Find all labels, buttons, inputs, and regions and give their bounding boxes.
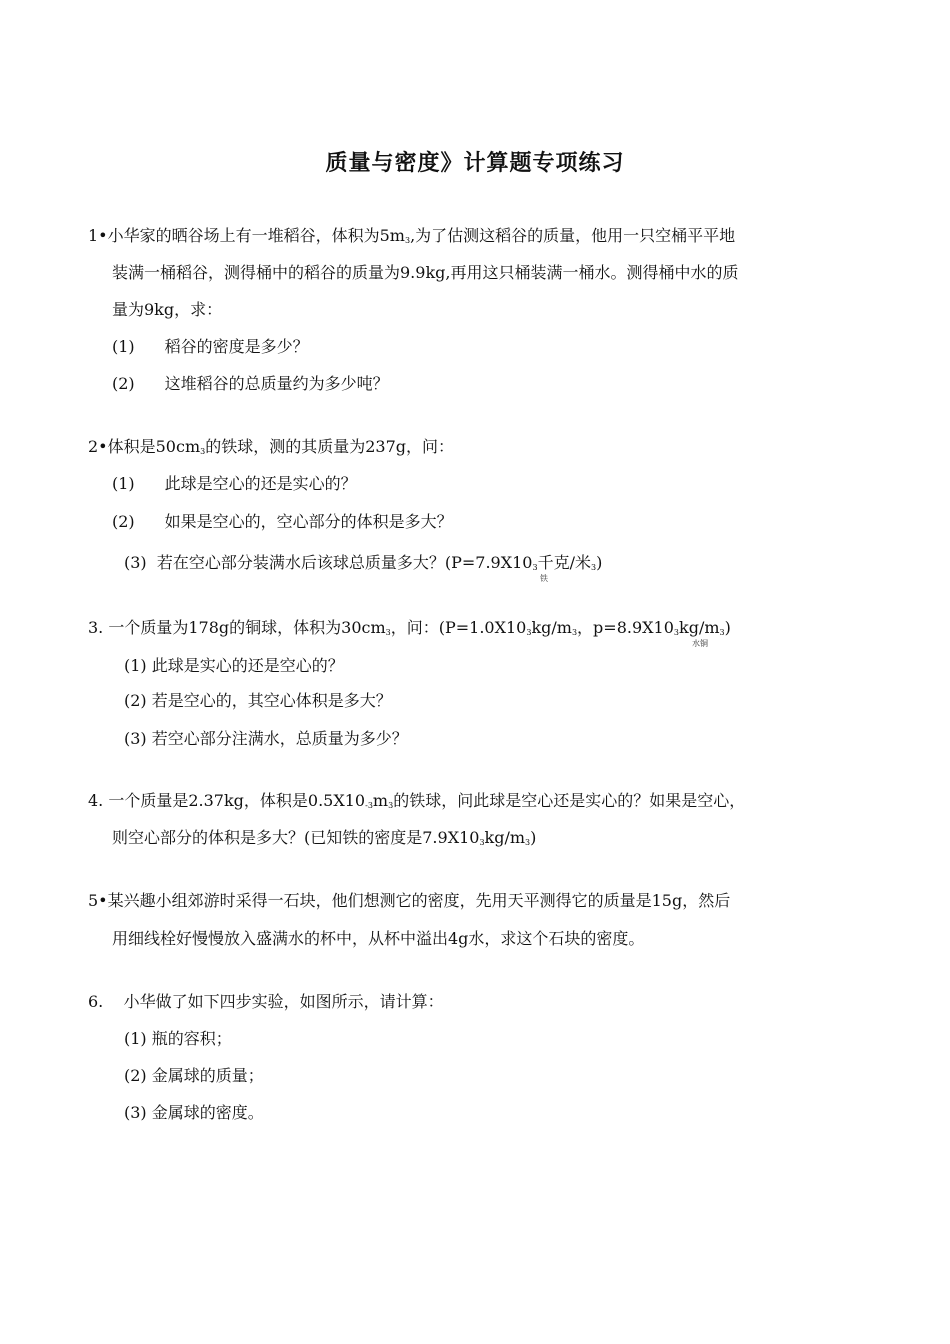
q3-line-1: 3. 一个质量为178g的铜球，体积为$30cm_3$，问：($P=1.0X10_3kg/m_3$，$p=8.9X10_3kg/m_3$) (88, 618, 731, 637)
q6-sub-1: (1) 瓶的容积； (124, 1029, 232, 1048)
q4-line-2: 则空心部分的体积是多大？(已知铁的密度是$7.9X10_3kg/m_3$) (112, 828, 537, 847)
q6-line-1: 6. 小华做了如下四步实验，如图所示，请计算： (88, 992, 444, 1011)
q1-sub-1: (1) 稻谷的密度是多少？ (112, 337, 309, 356)
q3-subscript-water-copper: 水铜 (692, 639, 708, 648)
q2-sub-1: (1) 此球是空心的还是实心的？ (112, 474, 357, 493)
q1-line-3: 量为9kg，求： (112, 300, 223, 319)
q2-line-1: 2•体积是$50cm_3$的铁球，测的其质量为237g，问： (88, 437, 455, 456)
q3-sub-1: (1) 此球是实心的还是空心的？ (124, 656, 344, 675)
q2-sub-2: (2) 如果是空心的，空心部分的体积是多大？ (112, 512, 453, 531)
q1-line-2: 装满一桶稻谷，测得桶中的稻谷的质量为9.9kg,再用这只桶装满一桶水。测得桶中水的质 (112, 263, 739, 282)
q1-line-1: 1•小华家的晒谷场上有一堆稻谷，体积为$5m_3$,为了估测这稻谷的质量，他用一只空桶平平地 (88, 226, 736, 245)
q6-sub-2: (2) 金属球的质量； (124, 1066, 264, 1085)
q2-subscript-iron: 铁 (540, 574, 548, 583)
q1-sub-2: (2) 这堆稻谷的总质量约为多少吨？ (112, 374, 389, 393)
q4-line-1: 4. 一个质量是2.37kg，体积是$0.5X10_{-3}m_3$的铁球，问此球是空心还是实心的？如果是空心， (88, 791, 746, 810)
q6-sub-3: (3) 金属球的密度。 (124, 1103, 264, 1122)
q3-sub-3: (3) 若空心部分注满水，总质量为多少？ (124, 729, 408, 748)
page-title: 质量与密度》计算题专项练习 (325, 151, 625, 176)
q5-line-1: 5•某兴趣小组郊游时采得一石块，他们想测它的密度，先用天平测得它的质量是15g，然后 (88, 891, 731, 910)
q3-sub-2: (2) 若是空心的，其空心体积是多大？ (124, 691, 392, 710)
q5-line-2: 用细线栓好慢慢放入盛满水的杯中，从杯中溢出4g水，求这个石块的密度。 (112, 929, 645, 948)
q2-sub-3: (3) 若在空心部分装满水后该球总质量多大？($P=7.9X10_3$千克/米$_3$) (124, 553, 603, 572)
